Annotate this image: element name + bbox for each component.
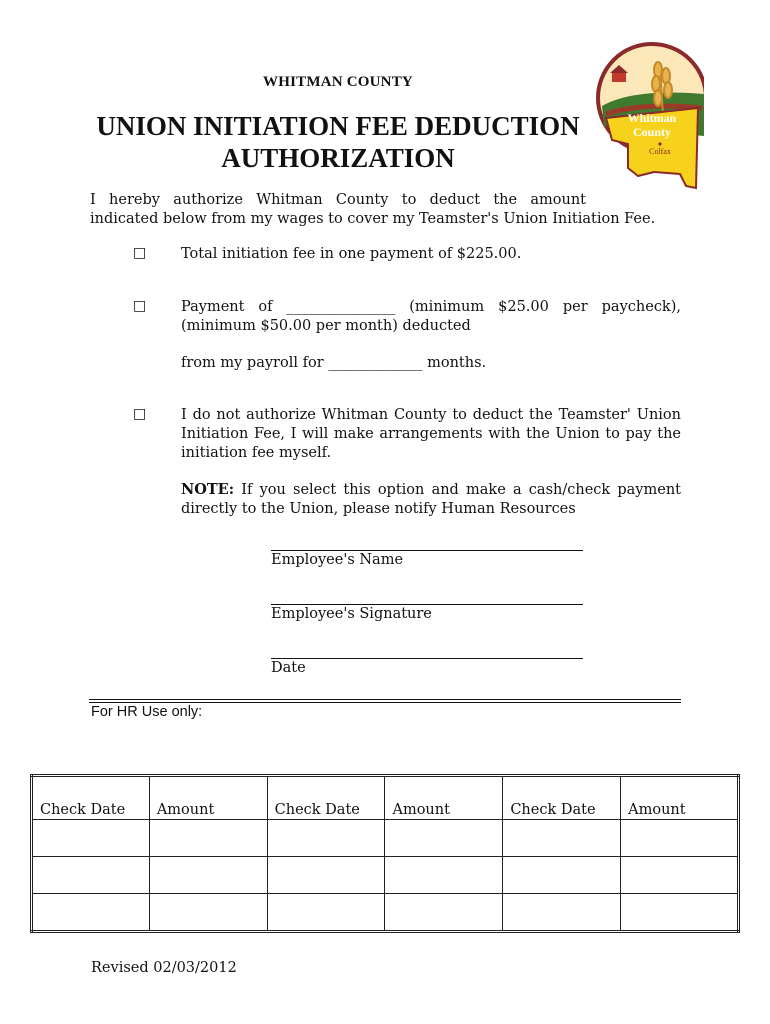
table-cell[interactable] <box>149 820 267 857</box>
column-header: Amount <box>385 776 503 820</box>
note-line1: If you select this option and make a cash/check payment <box>234 482 681 498</box>
logo-line1: Whitman <box>627 111 677 125</box>
option-two-line1: Payment of _______________ (minimum $25.00 per paycheck), <box>181 299 681 315</box>
employee-signature-label: Employee's Signature <box>271 606 432 622</box>
table-row <box>32 857 739 894</box>
option-two-checkbox[interactable]: □ <box>133 298 147 314</box>
table-cell[interactable] <box>503 857 621 894</box>
form-title-line1: UNION INITIATION FEE DEDUCTION <box>96 111 580 141</box>
hr-use-label: For HR Use only: <box>91 704 203 720</box>
table-cell[interactable] <box>149 894 267 932</box>
table-cell[interactable] <box>32 820 150 857</box>
table-header-row <box>32 776 739 820</box>
date-field[interactable] <box>271 648 583 676</box>
form-title <box>0 110 676 174</box>
table-cell[interactable] <box>503 894 621 932</box>
revision-date: Revised 02/03/2012 <box>91 960 237 976</box>
table-cell[interactable] <box>621 857 739 894</box>
column-header: Amount <box>621 776 739 820</box>
table-cell[interactable] <box>503 820 621 857</box>
employee-signature-field[interactable] <box>271 594 583 622</box>
option-two-line2: (minimum $50.00 per month) deducted <box>181 318 471 334</box>
note-line2: directly to the Union, please notify Human Resources <box>181 501 576 517</box>
logo-line3: Colfax <box>649 147 671 156</box>
option-three-line2: Initiation Fee, I will make arrangements with the Union to pay the <box>181 426 681 442</box>
logo-line2: County <box>632 125 672 139</box>
intro-line2: indicated below from my wages to cover my Teamster's Union Initiation Fee. <box>90 211 656 227</box>
employee-name-field[interactable] <box>271 540 583 568</box>
intro-line1: I hereby authorize Whitman County to deduct the amount <box>90 192 586 208</box>
column-header: Check Date <box>267 776 385 820</box>
note-text <box>181 480 681 519</box>
table-cell[interactable] <box>32 894 150 932</box>
table-cell[interactable] <box>621 820 739 857</box>
section-divider <box>89 699 681 703</box>
column-header: Check Date <box>503 776 621 820</box>
table-cell[interactable] <box>385 894 503 932</box>
option-three-text <box>181 406 681 463</box>
hr-payment-table <box>30 774 740 933</box>
whitman-county-logo <box>594 36 704 196</box>
column-header: Amount <box>149 776 267 820</box>
employee-name-label: Employee's Name <box>271 552 404 568</box>
table-cell[interactable] <box>32 857 150 894</box>
column-header: Check Date <box>32 776 150 820</box>
table-cell[interactable] <box>149 857 267 894</box>
option-two-text <box>181 298 681 336</box>
employee-signature-line[interactable] <box>271 594 583 605</box>
form-title-line2: AUTHORIZATION <box>221 143 455 173</box>
date-label: Date <box>271 660 306 676</box>
note-label: NOTE: <box>181 481 235 498</box>
table-cell[interactable] <box>267 857 385 894</box>
option-one-checkbox[interactable]: □ <box>133 245 147 261</box>
option-three-checkbox[interactable]: □ <box>133 406 147 422</box>
table-cell[interactable] <box>621 894 739 932</box>
table-cell[interactable] <box>267 820 385 857</box>
authorization-intro <box>90 191 680 229</box>
table-row <box>32 820 739 857</box>
option-two-months: from my payroll for _____________ months. <box>181 355 487 371</box>
employee-name-line[interactable] <box>271 540 583 551</box>
county-heading: WHITMAN COUNTY <box>263 74 413 90</box>
table-cell[interactable] <box>385 857 503 894</box>
option-three-line3: initiation fee myself. <box>181 445 332 461</box>
table-cell[interactable] <box>267 894 385 932</box>
option-three-line1: I do not authorize Whitman County to deduct the Teamster' Union <box>181 407 681 423</box>
table-row <box>32 894 739 932</box>
table-cell[interactable] <box>385 820 503 857</box>
date-line[interactable] <box>271 648 583 659</box>
option-one-text: Total initiation fee in one payment of $225.00. <box>181 246 522 262</box>
